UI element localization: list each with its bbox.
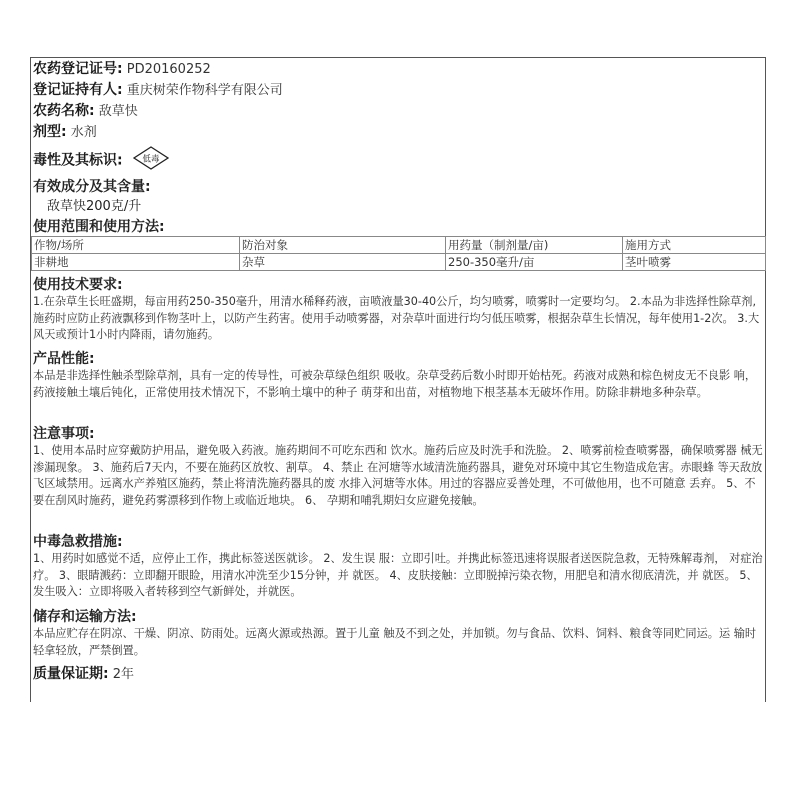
usage-table-header-row xyxy=(32,237,766,254)
formulation-label: 剂型: xyxy=(33,124,67,140)
toxicity-badge-text: 低毒 xyxy=(142,154,160,165)
table-row xyxy=(32,254,766,271)
registration-number-label: 农药登记证号: xyxy=(33,61,123,77)
product-performance-heading: 产品性能: xyxy=(33,351,95,367)
ingredient-value: 敌草快200克/升 xyxy=(47,199,142,214)
table-header-cell: 作物/场所 xyxy=(32,237,240,254)
holder-row xyxy=(33,81,283,100)
storage-heading: 储存和运输方法: xyxy=(33,609,137,625)
precautions-text: 1、使用本品时应穿戴防护用品，避免吸入药液。施药期间不可吃东西和 饮水。施药后应及时洗手和洗脸。 2、喷雾前检查喷雾器，确保喷雾器 械无渗漏现象。 3、施药后7天内，不要在施药区放牧、割草。 4、禁止 在河塘等水域清洗施药器具，避免对环境中其它生物造成危害。赤眼蜂 等天敌放飞区域禁用。远离水产养殖区施药，禁止将清洗施药器具的废 水排入河塘等水体。用过的容器应妥善处理，不可做他用，也不可随意 丢弃。 5、不要在刮风时施药，避免药雾漂移到作物上或临近地块。 6、 孕期和哺乳期妇女应避免接触。 xyxy=(33,444,763,507)
first-aid-heading: 中毒急救措施: xyxy=(33,534,123,550)
technical-requirements-text: 1.在杂草生长旺盛期，每亩用药250-350毫升，用清水稀释药液，亩喷液量30-40公斤，均匀喷雾，喷雾时一定要均匀。 2.本品为非选择性除草剂, 施药时应防止药液飘移到作物茎叶上，以防产生药害。使用手动喷雾器，对杂草叶面进行均匀低压喷雾，根据杂草生长情况，每年使用1-2次。 3.大风天或预计1小时内降雨，请勿施药。 xyxy=(33,295,760,341)
table-header-cell: 防治对象 xyxy=(240,237,446,254)
warranty-value: 2年 xyxy=(112,667,135,682)
holder-value: 重庆树荣作物科学有限公司 xyxy=(126,83,283,98)
table-cell: 茎叶喷雾 xyxy=(623,254,766,271)
product-performance-text: 本品是非选择性触杀型除草剂，具有一定的传导性，可被杂草绿色组织 吸收。杂草受药后数小时即开始枯死。药液对成熟和棕色树皮无不良影 响，药液接触土壤后钝化，正常使用技术情况下，不影响土壤中的种子 萌芽和出苗，对植物地下根茎基本无破坏作用。防除非耕地多种杂草。 xyxy=(33,369,757,399)
table-cell: 非耕地 xyxy=(32,254,240,271)
storage-text: 本品应贮存在阴凉、干燥、阴凉、防雨处。远离火源或热源。置于儿童 触及不到之处，并加锁。勿与食品、饮料、饲料、粮食等同贮同运。运 输时轻拿轻放，严禁倒置。 xyxy=(33,627,757,657)
usage-heading: 使用范围和使用方法: xyxy=(33,219,165,235)
table-header-cell: 用药量（制剂量/亩) xyxy=(446,237,623,254)
ingredient-heading: 有效成分及其含量: xyxy=(33,179,151,195)
warranty-row xyxy=(33,665,134,684)
usage-table xyxy=(31,236,766,271)
registration-number-row xyxy=(33,60,211,79)
product-name-label: 农药名称: xyxy=(33,103,95,119)
warranty-label: 质量保证期: xyxy=(33,666,109,682)
toxicity-row xyxy=(33,146,169,176)
product-name-row xyxy=(33,102,138,121)
precautions-heading: 注意事项: xyxy=(33,426,95,442)
holder-label: 登记证持有人: xyxy=(33,82,123,98)
table-cell: 250-350毫升/亩 xyxy=(446,254,623,271)
technical-requirements-heading: 使用技术要求: xyxy=(33,277,123,293)
low-toxicity-diamond-icon xyxy=(133,146,169,176)
first-aid-text: 1、用药时如感觉不适，应停止工作，携此标签送医就诊。 2、发生误 服：立即引吐。并携此标签迅速将误服者送医院急救，无特殊解毒剂， 对症治疗。 3、眼睛溅药：立即翻开眼睑，用清水冲洗至少15分钟，并 就医。 4、皮肤接触：立即脱掉污染衣物，用肥皂和清水彻底清洗，并 就医。 5、发生吸入：立即将吸入者转移到空气新鲜处，并就医。 xyxy=(33,552,763,598)
label-document xyxy=(30,57,766,702)
formulation-value: 水剂 xyxy=(70,125,97,140)
table-header-cell: 施用方式 xyxy=(623,237,766,254)
product-name-value: 敌草快 xyxy=(98,104,138,119)
registration-number-value: PD20160252 xyxy=(126,62,211,77)
toxicity-label: 毒性及其标识: xyxy=(33,152,123,169)
formulation-row xyxy=(33,123,97,142)
table-cell: 杂草 xyxy=(240,254,446,271)
